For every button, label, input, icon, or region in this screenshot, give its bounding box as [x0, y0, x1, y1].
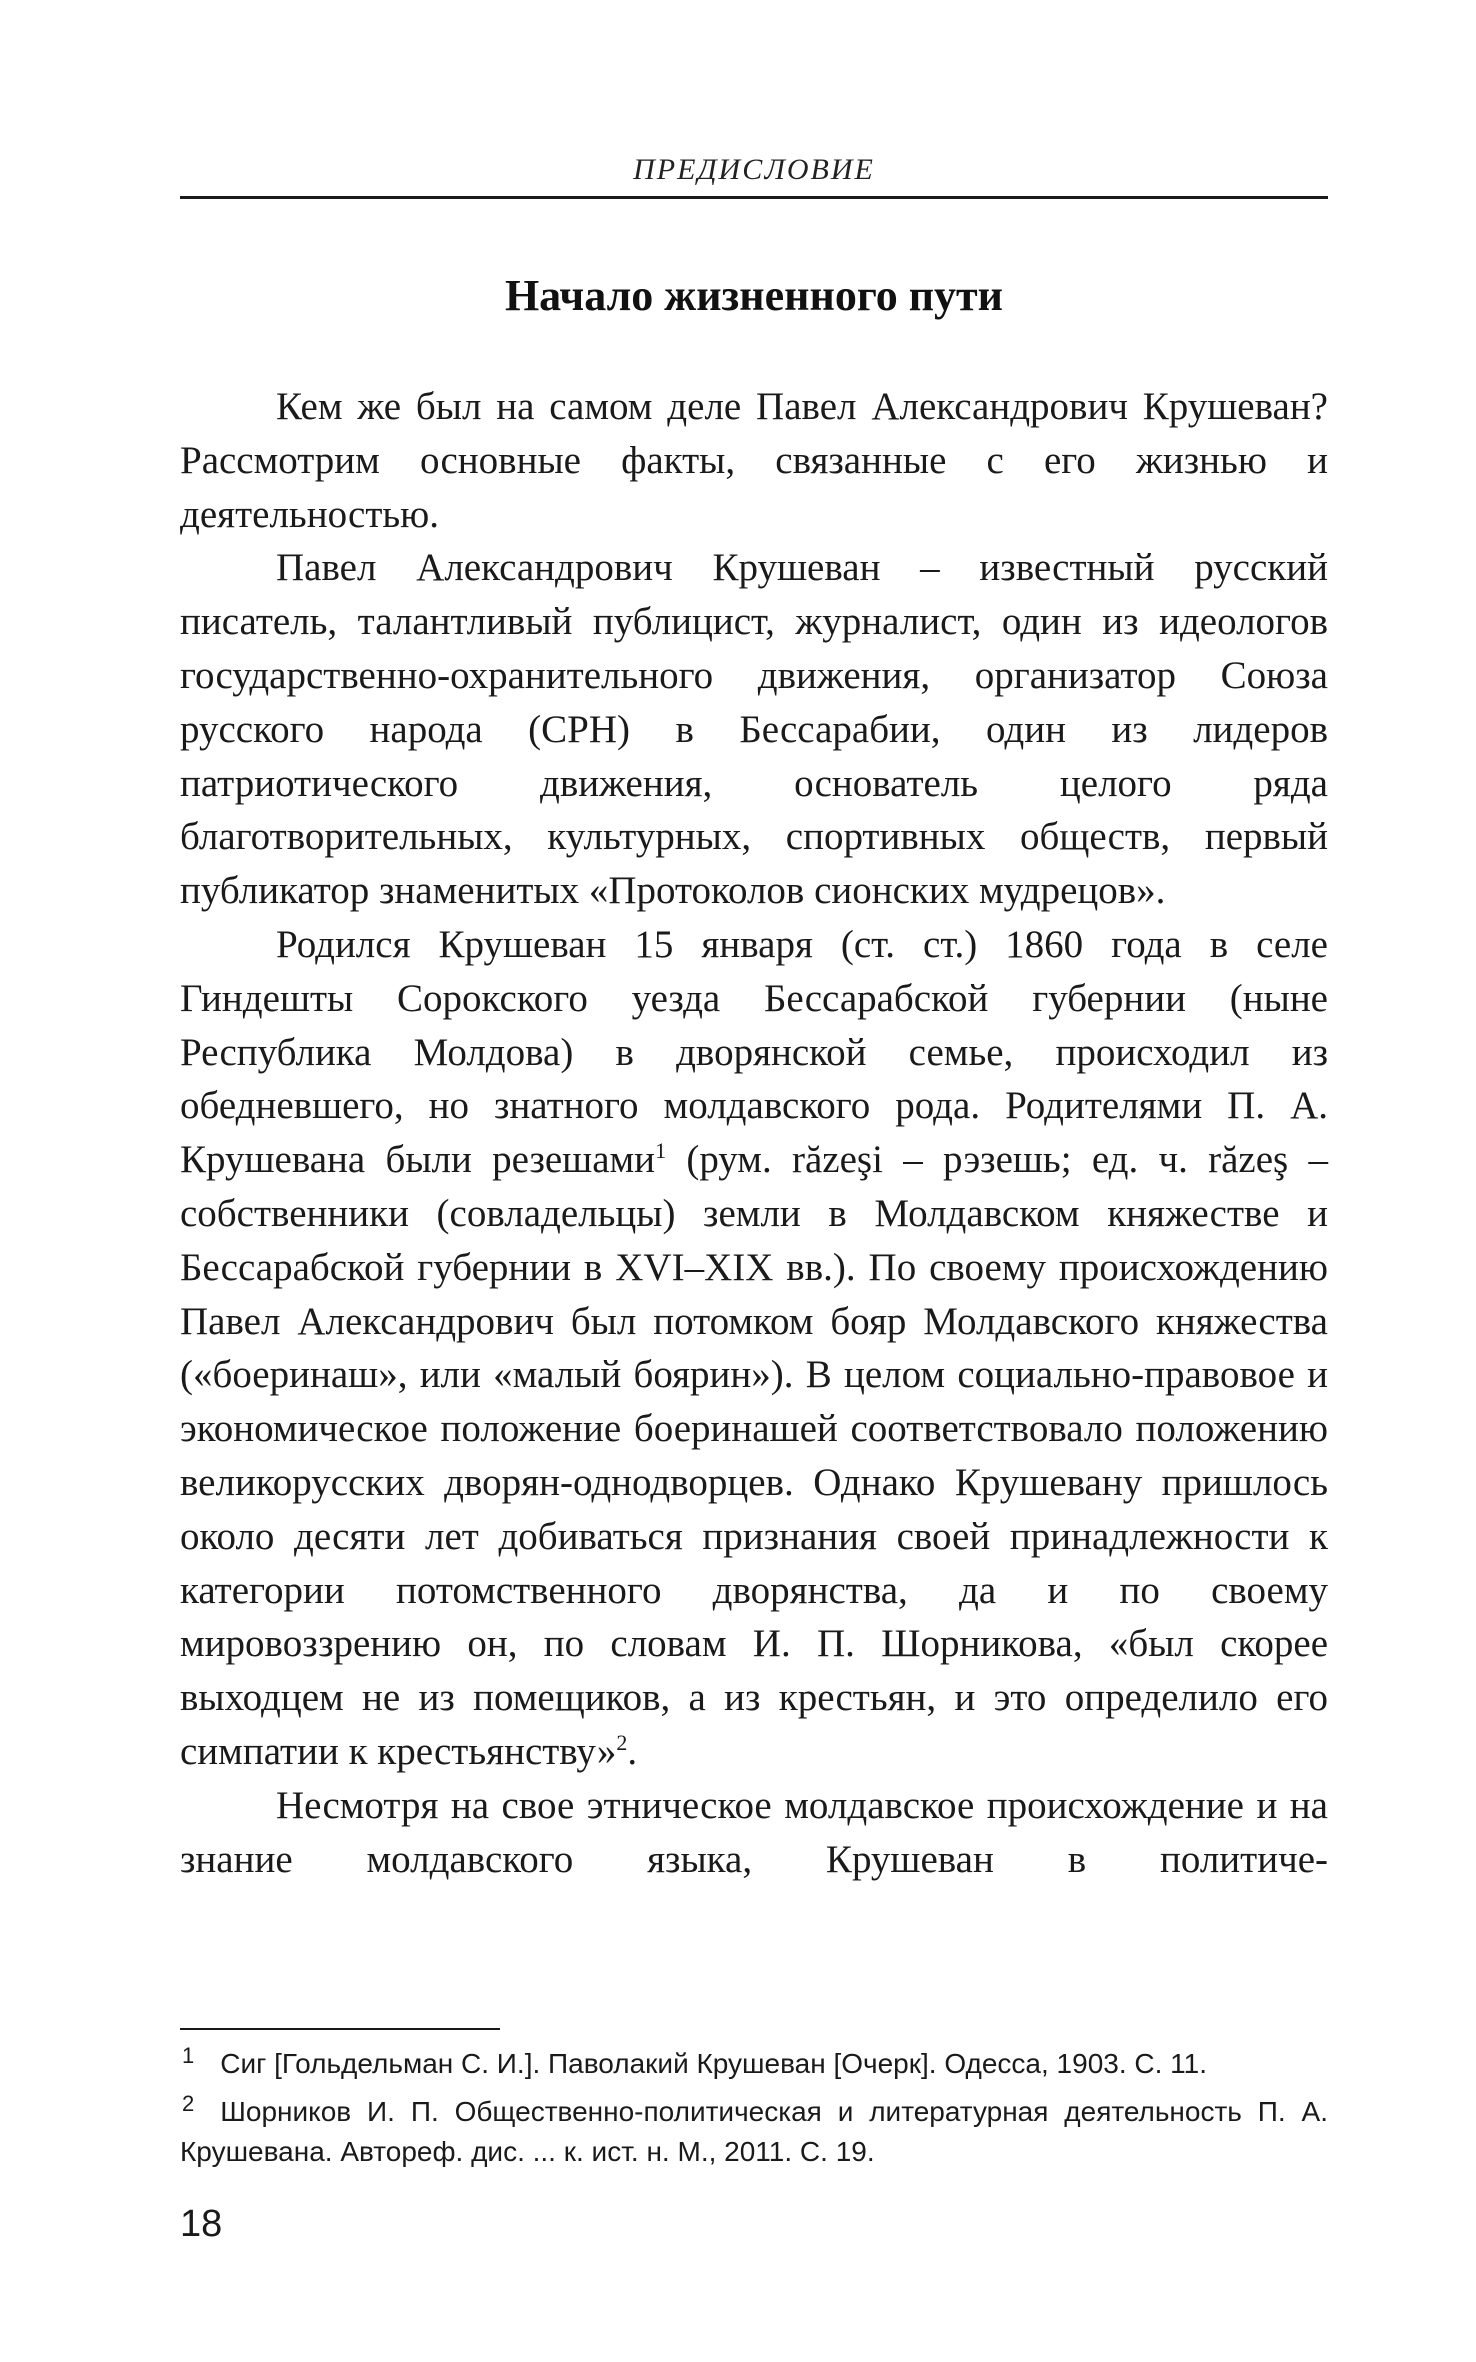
header-rule [180, 196, 1328, 199]
paragraph-2: Павел Александрович Крушеван – известный русский писатель, талантливый публицист, журналист, один из идеологов государственно-охранительного движения, организатор Союза русского народа (СРН) в Бессарабии, один из лидеров патриотического движения, основатель целого ряда благотворительных, культурных, спортивных обществ, первый публикатор знаменитых «Протоколов сионских мудрецов». [180, 546, 1328, 913]
paragraph-3-part-b: (рум. răzeşi – рэзешь; ед. ч. răzeş – собственники (совладельцы) земли в Молдавском княжестве и Бессарабской губернии в XVI–XIX вв.). По своему происхождению Павел Александрович был потомком бояр Молдавского княжества («боеринаш», или «малый боярин»). В целом социально-правовое и экономическое положение боеринашей соответствовало положению великорусских дворян-однодворцев. Однако Крушевану пришлось около десяти лет добиваться признания своей принадлежности к категории потомственного дворянства, да и по своему мировоззрению он, по словам И. П. Шорникова, «был скорее выходцем не из помещиков, а из крестьян, и это определило его симпатии к крестьянству» [180, 1138, 1328, 1773]
footnote-ref-1[interactable]: 1 [655, 1138, 667, 1164]
chapter-title: Начало жизненного пути [504, 271, 1004, 320]
paragraph-1: Кем же был на самом деле Павел Александрович Крушеван? Рассмотрим основные факты, связанные с его жизнью и деятельностью. [180, 385, 1328, 536]
footnote-2 [180, 2092, 1328, 2172]
footnote-mark: 2 [182, 2090, 195, 2116]
body-text [180, 380, 1328, 1886]
footnotes [180, 2044, 1328, 2180]
running-head: ПРЕДИСЛОВИЕ [633, 153, 875, 186]
page-number: 18 [180, 2203, 223, 2245]
paragraph-3-part-c: . [627, 1729, 638, 1773]
footnote-text: Шорников И. П. Общественно-политическая и литературная деятельность П. А. Крушевана. Автореф. дис. ... к. ист. н. М., 2011. С. 19. [180, 2096, 1328, 2167]
footnote-text: Сиг [Гольдельман С. И.]. Паволакий Крушеван [Очерк]. Одесса, 1903. С. 11. [220, 2048, 1208, 2079]
paragraph-3 [180, 918, 1328, 1779]
footnote-mark: 1 [182, 2042, 195, 2068]
paragraph-4: Несмотря на свое этническое молдавское происхождение и на знание молдавского языка, Крушеван в политиче- [180, 1783, 1328, 1881]
footnote-ref-2[interactable]: 2 [616, 1729, 628, 1755]
footnote-1 [180, 2044, 1328, 2084]
footnote-rule [180, 2028, 500, 2030]
paragraph-3-part-a: Родился Крушеван 15 января (ст. ст.) 1860 года в селе Гиндешты Сорокского уезда Бессарабской губернии (ныне Республика Молдова) в дворянской семье, происходил из обедневшего, но знатного молдавского рода. Родителями П. А. Крушевана были резешами [180, 922, 1328, 1182]
